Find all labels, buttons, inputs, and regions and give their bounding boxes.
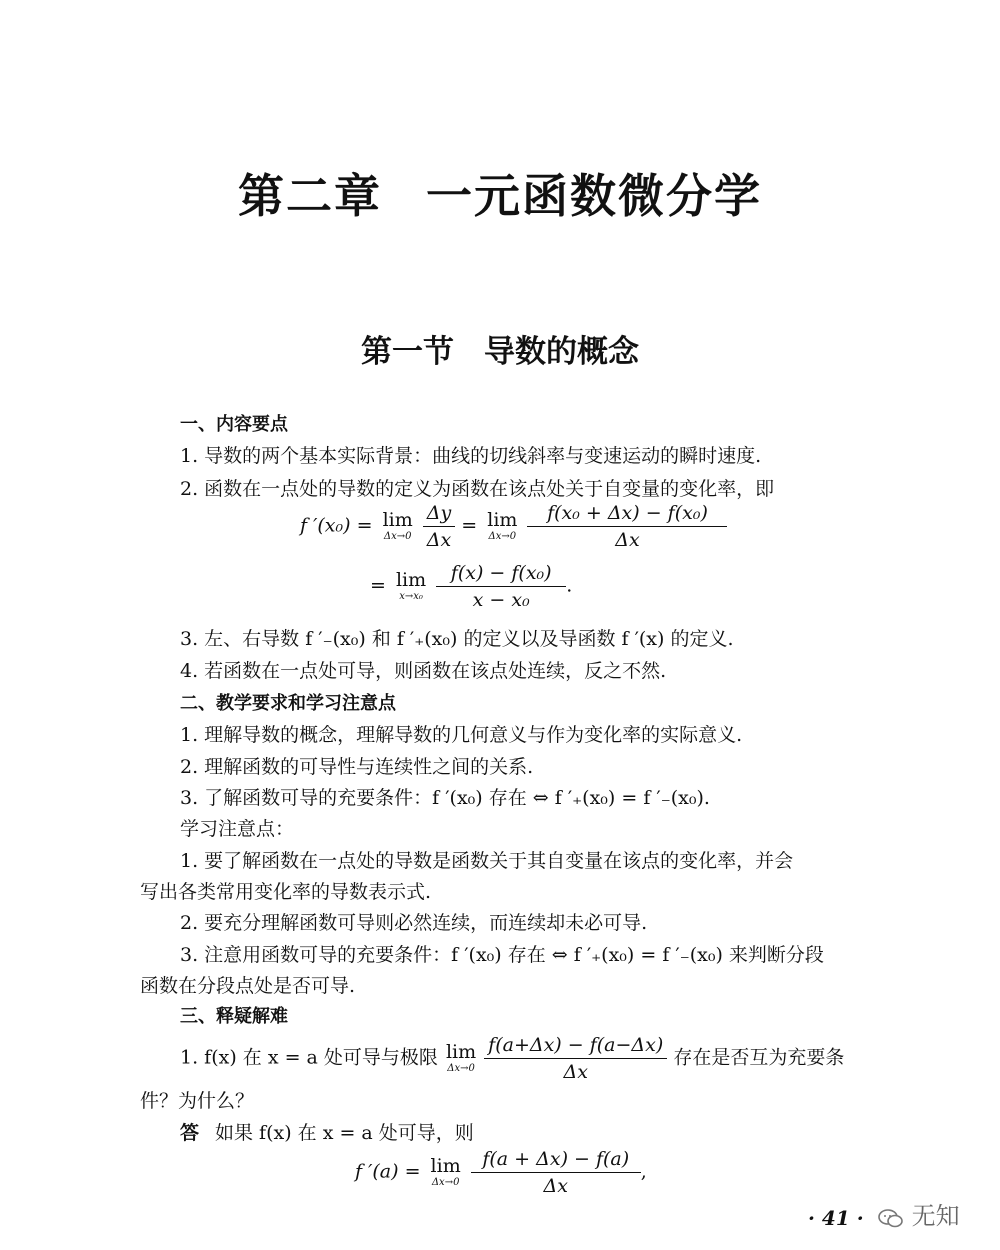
section-title bbox=[0, 326, 1000, 371]
question-1-prefix: 1. f(x) 在 x = a 处可导与极限 bbox=[180, 1046, 438, 1069]
section-name: 导数的概念 bbox=[484, 334, 639, 370]
study-note-3-line-1: 3. 注意用函数可导的充要条件：f ′(x₀) 存在 ⇔ f ′₊(x₀) = f ′₋(x₀) 来判断分段 bbox=[180, 944, 824, 966]
eq3-num: f(a + Δx) − f(a) bbox=[471, 1148, 641, 1173]
chapter-name: 一元函数微分学 bbox=[426, 169, 762, 223]
eq3-den: Δx bbox=[543, 1175, 568, 1197]
requirement-2: 2. 理解函数的可导性与连续性之间的关系. bbox=[180, 756, 534, 778]
eq3-limit bbox=[431, 1157, 461, 1188]
study-note-3-line-2: 函数在分段点处是否可导. bbox=[140, 975, 356, 997]
study-note-1-line-2: 写出各类常用变化率的导数表示式. bbox=[140, 881, 432, 903]
eq3-lim-sub: Δx→0 bbox=[431, 1177, 460, 1188]
key-point-1: 1. 导数的两个基本实际背景：曲线的切线斜率与变速运动的瞬时速度. bbox=[180, 445, 762, 467]
eq2-lim-sub: x→x₀ bbox=[399, 591, 423, 602]
eq1-frac1-num: Δy bbox=[423, 502, 455, 527]
eq2-fraction bbox=[436, 562, 566, 611]
watermark bbox=[878, 1196, 960, 1231]
eq2-limit bbox=[396, 571, 426, 602]
eq1-lim-sub-2: Δx→0 bbox=[488, 531, 517, 542]
eq2-lim-label: lim bbox=[395, 569, 427, 591]
eq1-limit bbox=[383, 511, 413, 542]
answer-1-intro bbox=[180, 1118, 474, 1145]
eq2-end: . bbox=[566, 574, 573, 597]
eq2-num: f(x) − f(x₀) bbox=[436, 562, 566, 587]
heading-teaching-requirements: 二、教学要求和学习注意点 bbox=[180, 693, 396, 714]
eq1-limit-2 bbox=[487, 511, 517, 542]
key-point-2: 2. 函数在一点处的导数的定义为函数在该点处关于自变量的变化率，即 bbox=[180, 478, 775, 500]
eq1-lim-sub: Δx→0 bbox=[383, 531, 412, 542]
chapter-number: 第二章 bbox=[238, 169, 382, 223]
question-1-lim-label: lim bbox=[445, 1041, 477, 1063]
eq1-difference-quotient bbox=[527, 502, 727, 551]
question-1-den: Δx bbox=[563, 1061, 588, 1083]
eq3-fraction bbox=[471, 1148, 641, 1197]
eq1-lim-label: lim bbox=[382, 509, 413, 531]
eq1-lim-label-2: lim bbox=[487, 509, 518, 531]
wechat-icon bbox=[878, 1207, 904, 1227]
answer-label: 答 bbox=[180, 1122, 200, 1144]
watermark-text: 无知 bbox=[911, 1202, 960, 1230]
derivative-alt-equation bbox=[370, 562, 572, 611]
study-note-1-line-1: 1. 要了解函数在一点处的导数是函数关于其自变量在该点的变化率，并会 bbox=[180, 850, 794, 872]
eq3-lim-label: lim bbox=[430, 1155, 461, 1177]
eq3-lhs: f ′(a) = bbox=[355, 1160, 421, 1183]
eq3-end: , bbox=[640, 1160, 647, 1183]
heading-faq: 三、释疑解难 bbox=[180, 1006, 288, 1027]
answer-1-text: 如果 f(x) 在 x = a 处可导，则 bbox=[215, 1122, 474, 1144]
eq1-frac2-den: Δx bbox=[615, 529, 640, 551]
answer-1-equation bbox=[355, 1148, 647, 1197]
eq1-lhs: f ′(x₀) = bbox=[300, 514, 373, 537]
eq1-eqsign: = bbox=[461, 514, 478, 537]
question-1-suffix: 存在是否互为充要条 bbox=[673, 1046, 845, 1069]
eq1-frac2-num: f(x₀ + Δx) − f(x₀) bbox=[527, 502, 727, 527]
section-number: 第一节 bbox=[361, 334, 454, 370]
question-1-line-2: 件？为什么？ bbox=[140, 1090, 255, 1112]
question-1-num: f(a+Δx) − f(a−Δx) bbox=[484, 1034, 667, 1059]
requirement-1: 1. 理解导数的概念，理解导数的几何意义与作为变化率的实际意义. bbox=[180, 724, 743, 746]
question-1 bbox=[180, 1034, 844, 1083]
study-notes-label: 学习注意点： bbox=[180, 818, 295, 840]
question-1-fraction bbox=[484, 1034, 667, 1083]
eq2-eqsign: = bbox=[370, 574, 386, 597]
page-number: · 41 · bbox=[808, 1206, 864, 1230]
eq2-den: x − x₀ bbox=[472, 589, 530, 611]
chapter-title bbox=[0, 160, 1000, 226]
heading-key-points: 一、内容要点 bbox=[180, 414, 288, 435]
question-1-limit bbox=[446, 1043, 476, 1074]
key-point-3: 3. 左、右导数 f ′₋(x₀) 和 f ′₊(x₀) 的定义以及导函数 f ′(x) 的定义. bbox=[180, 628, 734, 650]
eq1-frac1-den: Δx bbox=[426, 529, 452, 551]
question-1-lim-sub: Δx→0 bbox=[447, 1063, 475, 1074]
eq1-fraction-dy-dx bbox=[423, 502, 455, 551]
derivative-definition-equation bbox=[300, 502, 727, 551]
requirement-3: 3. 了解函数可导的充要条件：f ′(x₀) 存在 ⇔ f ′₊(x₀) = f ′₋(x₀). bbox=[180, 787, 710, 809]
key-point-4: 4. 若函数在一点处可导，则函数在该点处连续，反之不然. bbox=[180, 660, 667, 682]
study-note-2: 2. 要充分理解函数可导则必然连续，而连续却未必可导. bbox=[180, 912, 648, 934]
